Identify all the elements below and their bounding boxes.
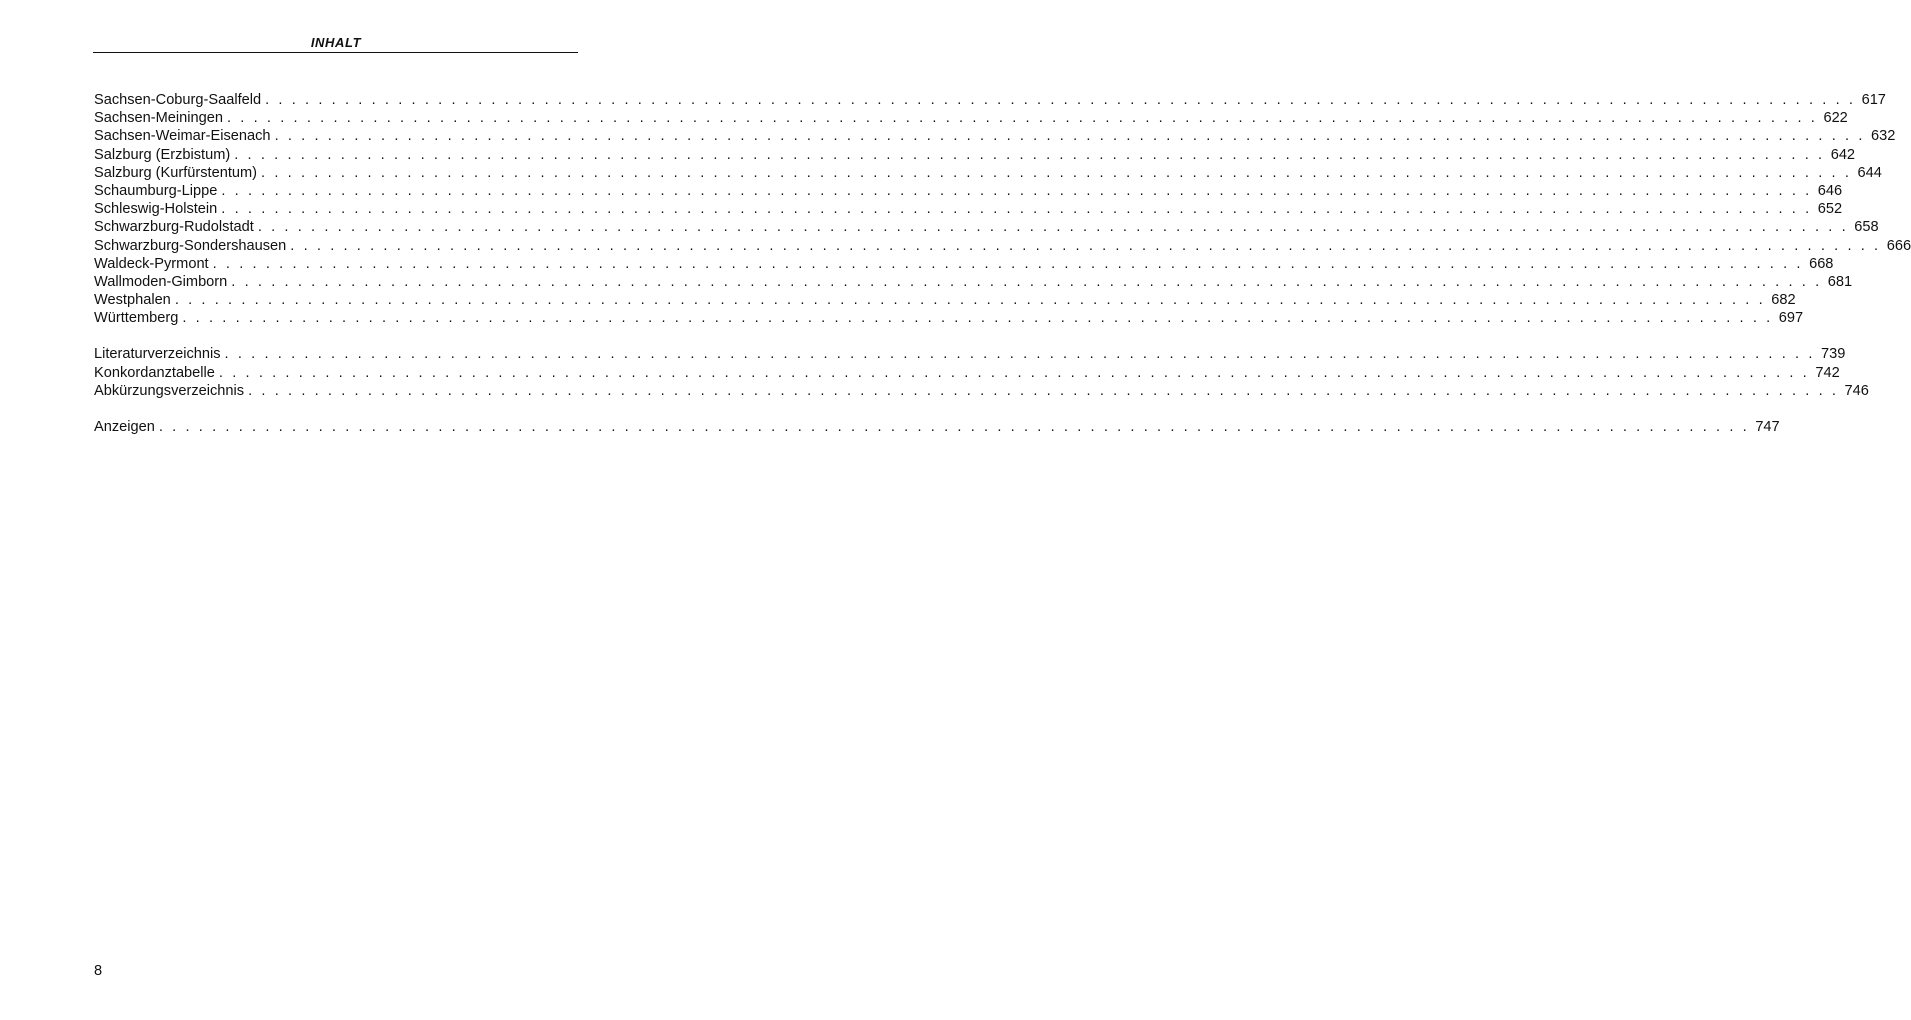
dot-leader: . . . . . . . . . . . . . . . . . . . . . . . . . . . . . . . . . . . . . . . . . . . . . . . . . . . . . . . . . . . . . . . . . . . . . . . . . . . . . . . . . . . . . . . . . . . . . . . . . . . . . . . . . . . . . . . . . . . . . . . .: [174, 292, 1766, 309]
toc-entry-title: Salzburg (Kurfürstentum): [94, 164, 258, 181]
toc-entry-page: 742: [1815, 364, 1840, 381]
toc-entry-title: Württemberg: [94, 310, 179, 327]
toc-entry-title: Literaturverzeichnis: [94, 346, 221, 363]
dot-leader: . . . . . . . . . . . . . . . . . . . . . . . . . . . . . . . . . . . . . . . . . . . . . . . . . . . . . . . . . . . . . . . . . . . . . . . . . . . . . . . . . . . . . . . . . . . . . . . . . . . . . . . . . . . . . . . . . . . . . . . .: [158, 419, 1750, 435]
dot-leader: . . . . . . . . . . . . . . . . . . . . . . . . . . . . . . . . . . . . . . . . . . . . . . . . . . . . . . . . . . . . . . . . . . . . . . . . . . . . . . . . . . . . . . . . . . . . . . . . . . . . . . . . . . . . . . . . . . . . . . . .: [182, 310, 1773, 327]
dot-leader: . . . . . . . . . . . . . . . . . . . . . . . . . . . . . . . . . . . . . . . . . . . . . . . . . . . . . . . . . . . . . . . . . . . . . . . . . . . . . . . . . . . . . . . . . . . . . . . . . . . . . . . . . . . . . . . . . . . . . . . .: [290, 237, 1881, 254]
toc-entry-title: Schwarzburg-Sondershausen: [94, 237, 287, 254]
toc-entry[interactable]: [94, 364, 1840, 382]
toc-entry[interactable]: [94, 164, 1882, 182]
toc-entry-page: 617: [1861, 92, 1886, 108]
toc-entry-page: 658: [1854, 219, 1879, 236]
toc-entry[interactable]: [94, 382, 1869, 400]
toc-entry-title: Sachsen-Weimar-Eisenach: [94, 128, 271, 145]
toc-entry-page: 642: [1830, 146, 1856, 163]
toc-entry[interactable]: [94, 345, 1846, 363]
toc-section: [94, 91, 1911, 327]
page-number: 8: [94, 963, 103, 979]
dot-leader: . . . . . . . . . . . . . . . . . . . . . . . . . . . . . . . . . . . . . . . . . . . . . . . . . . . . . . . . . . . . . . . . . . . . . . . . . . . . . . . . . . . . . . . . . . . . . . . . . . . . . . . . . . . . . . . . . . . . . . . .: [212, 255, 1804, 272]
table-of-contents: [94, 91, 1911, 436]
toc-section: [94, 345, 1869, 400]
toc-entry[interactable]: [94, 255, 1834, 273]
dot-leader: . . . . . . . . . . . . . . . . . . . . . . . . . . . . . . . . . . . . . . . . . . . . . . . . . . . . . . . . . . . . . . . . . . . . . . . . . . . . . . . . . . . . . . . . . . . . . . . . . . . . . . . . . . . . . . . . . . . . . . . .: [248, 382, 1839, 399]
dot-leader: . . . . . . . . . . . . . . . . . . . . . . . . . . . . . . . . . . . . . . . . . . . . . . . . . . . . . . . . . . . . . . . . . . . . . . . . . . . . . . . . . . . . . . . . . . . . . . . . . . . . . . . . . . . . . . . . . . . . . . . .: [265, 92, 1856, 108]
toc-entry-title: Sachsen-Meiningen: [94, 110, 223, 127]
toc-entry[interactable]: [94, 237, 1911, 255]
toc-entry-page: 666: [1886, 237, 1911, 254]
toc-entry[interactable]: [94, 127, 1896, 145]
toc-entry-title: Wallmoden-Gimborn: [94, 273, 228, 290]
toc-entry-page: 697: [1778, 310, 1804, 327]
toc-entry-page: 622: [1823, 110, 1848, 127]
running-head: INHALT: [310, 35, 362, 50]
dot-leader: . . . . . . . . . . . . . . . . . . . . . . . . . . . . . . . . . . . . . . . . . . . . . . . . . . . . . . . . . . . . . . . . . . . . . . . . . . . . . . . . . . . . . . . . . . . . . . . . . . . . . . . . . . . . . . . . . . . . . . . .: [274, 128, 1866, 145]
toc-entry[interactable]: [94, 273, 1853, 291]
dot-leader: . . . . . . . . . . . . . . . . . . . . . . . . . . . . . . . . . . . . . . . . . . . . . . . . . . . . . . . . . . . . . . . . . . . . . . . . . . . . . . . . . . . . . . . . . . . . . . . . . . . . . . . . . . . . . . . . . . . . . . . .: [231, 273, 1822, 290]
toc-entry-page: 739: [1821, 346, 1846, 363]
toc-entry[interactable]: [94, 109, 1848, 127]
toc-entry[interactable]: [94, 146, 1856, 164]
toc-entry-page: 681: [1827, 273, 1853, 290]
dot-leader: . . . . . . . . . . . . . . . . . . . . . . . . . . . . . . . . . . . . . . . . . . . . . . . . . . . . . . . . . . . . . . . . . . . . . . . . . . . . . . . . . . . . . . . . . . . . . . . . . . . . . . . . . . . . . . . . . . . . . . . .: [234, 146, 1825, 163]
toc-entry[interactable]: [94, 200, 1843, 218]
toc-entry-title: Abkürzungsverzeichnis: [94, 382, 245, 399]
toc-entry-title: Waldeck-Pyrmont: [94, 255, 209, 272]
toc-entry-page: 646: [1817, 182, 1843, 199]
toc-section: [94, 418, 1780, 436]
toc-entry-page: 682: [1771, 292, 1796, 309]
toc-entry[interactable]: [94, 91, 1886, 109]
toc-entry-title: Sachsen-Coburg-Saalfeld: [94, 92, 262, 108]
dot-leader: . . . . . . . . . . . . . . . . . . . . . . . . . . . . . . . . . . . . . . . . . . . . . . . . . . . . . . . . . . . . . . . . . . . . . . . . . . . . . . . . . . . . . . . . . . . . . . . . . . . . . . . . . . . . . . . . . . . . . . . .: [261, 164, 1852, 181]
toc-entry[interactable]: [94, 218, 1879, 236]
toc-entry-page: 652: [1817, 201, 1843, 218]
toc-entry-page: 746: [1844, 382, 1869, 399]
toc-entry[interactable]: [94, 418, 1780, 436]
toc-entry-title: Westphalen: [94, 292, 171, 309]
toc-entry-page: 632: [1871, 128, 1896, 145]
toc-entry-page: 644: [1857, 164, 1882, 181]
dot-leader: . . . . . . . . . . . . . . . . . . . . . . . . . . . . . . . . . . . . . . . . . . . . . . . . . . . . . . . . . . . . . . . . . . . . . . . . . . . . . . . . . . . . . . . . . . . . . . . . . . . . . . . . . . . . . . . . . . . . . . . .: [218, 364, 1810, 381]
dot-leader: . . . . . . . . . . . . . . . . . . . . . . . . . . . . . . . . . . . . . . . . . . . . . . . . . . . . . . . . . . . . . . . . . . . . . . . . . . . . . . . . . . . . . . . . . . . . . . . . . . . . . . . . . . . . . . . . . . . . . . . .: [257, 219, 1849, 236]
dot-leader: . . . . . . . . . . . . . . . . . . . . . . . . . . . . . . . . . . . . . . . . . . . . . . . . . . . . . . . . . . . . . . . . . . . . . . . . . . . . . . . . . . . . . . . . . . . . . . . . . . . . . . . . . . . . . . . . . . . . . . . .: [221, 182, 1812, 199]
toc-entry[interactable]: [94, 182, 1843, 200]
toc-entry-page: 668: [1809, 255, 1834, 272]
toc-entry[interactable]: [94, 291, 1796, 309]
dot-leader: . . . . . . . . . . . . . . . . . . . . . . . . . . . . . . . . . . . . . . . . . . . . . . . . . . . . . . . . . . . . . . . . . . . . . . . . . . . . . . . . . . . . . . . . . . . . . . . . . . . . . . . . . . . . . . . . . . . . . . . .: [221, 201, 1812, 218]
header-rule: [93, 52, 578, 53]
toc-entry-page: 747: [1755, 419, 1780, 435]
toc-entry-title: Schleswig-Holstein: [94, 201, 218, 218]
toc-entry-title: Schwarzburg-Rudolstadt: [94, 219, 254, 236]
toc-entry-title: Salzburg (Erzbistum): [94, 146, 231, 163]
toc-entry-title: Anzeigen: [94, 419, 155, 435]
toc-entry[interactable]: [94, 309, 1804, 327]
dot-leader: . . . . . . . . . . . . . . . . . . . . . . . . . . . . . . . . . . . . . . . . . . . . . . . . . . . . . . . . . . . . . . . . . . . . . . . . . . . . . . . . . . . . . . . . . . . . . . . . . . . . . . . . . . . . . . . . . . . . . . . .: [224, 346, 1815, 363]
dot-leader: . . . . . . . . . . . . . . . . . . . . . . . . . . . . . . . . . . . . . . . . . . . . . . . . . . . . . . . . . . . . . . . . . . . . . . . . . . . . . . . . . . . . . . . . . . . . . . . . . . . . . . . . . . . . . . . . . . . . . . . .: [227, 110, 1818, 127]
toc-entry-title: Schaumburg-Lippe: [94, 182, 218, 199]
toc-entry-title: Konkordanztabelle: [94, 364, 215, 381]
